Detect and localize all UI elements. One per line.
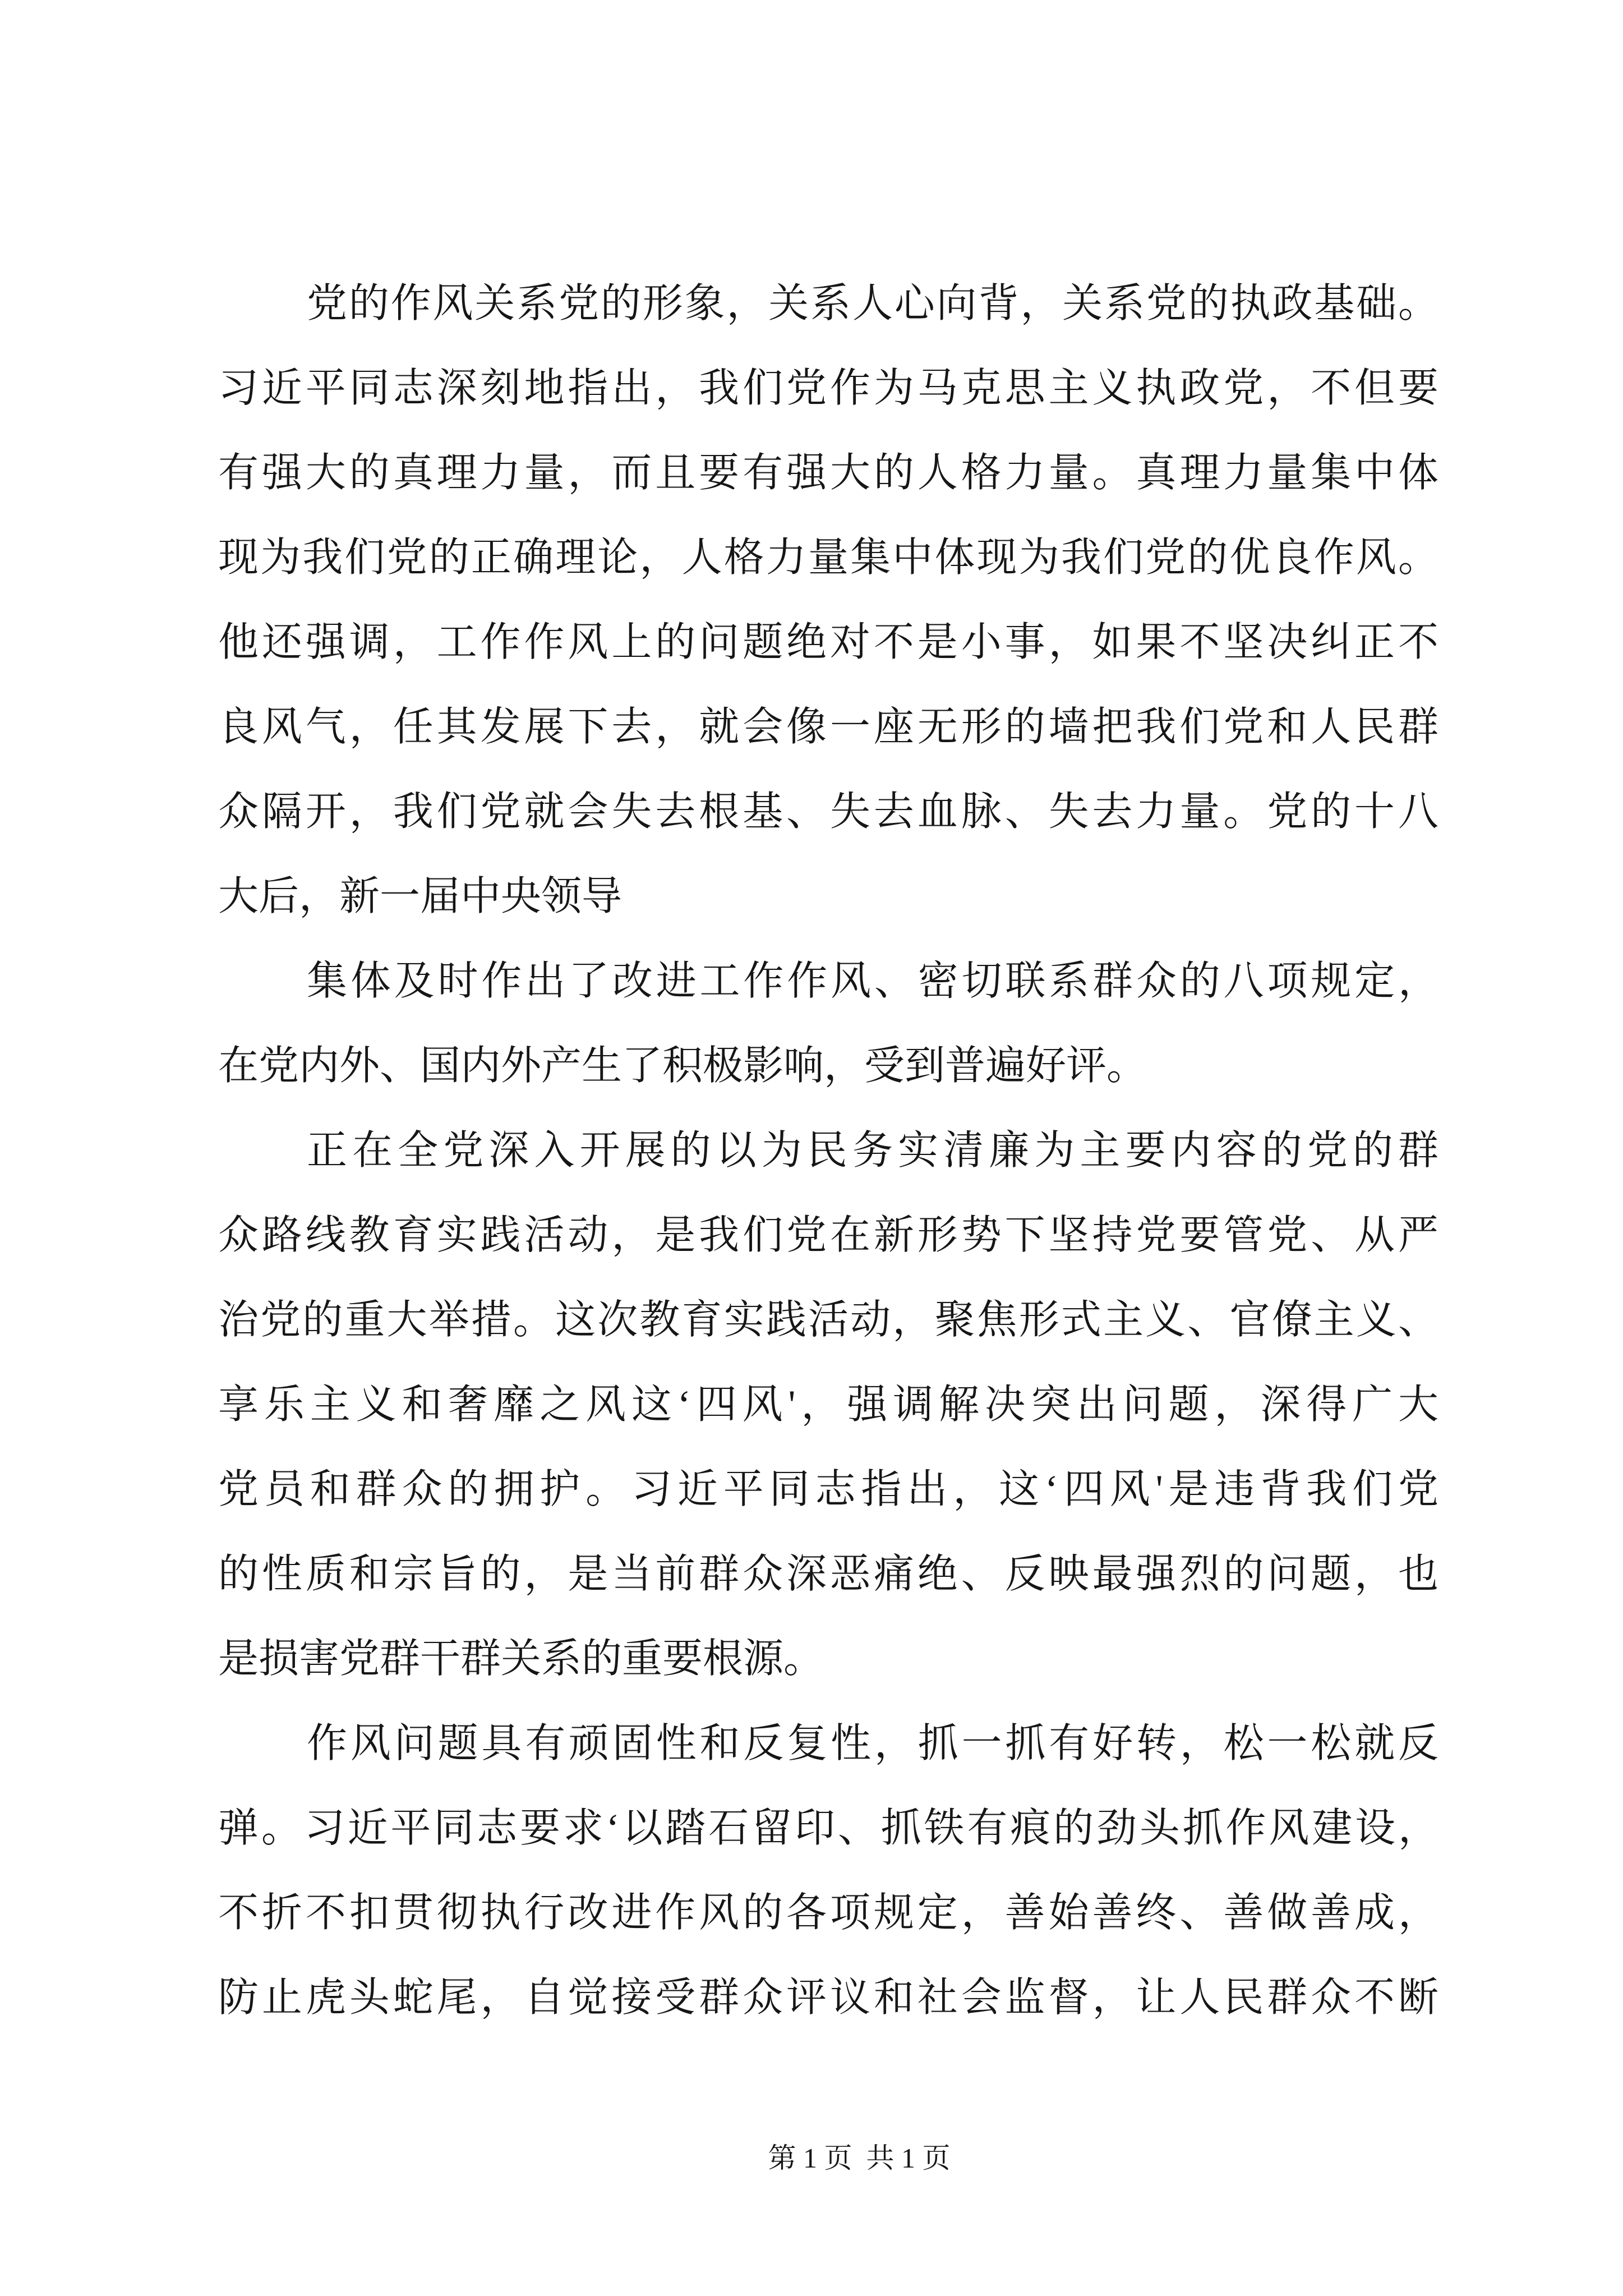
text-line: 不折不扣贯彻执行改进作风的各项规定，善始善终、善做善成， [218, 1890, 1438, 1935]
page-footer: 第 1 页 共 1 页 [768, 2142, 951, 2174]
text-line: 现为我们党的正确理论，人格力量集中体现为我们党的优良作风。 [218, 535, 1438, 580]
text-line: 他还强调，工作作风上的问题绝对不是小事，如果不坚决纠正不 [218, 620, 1438, 665]
text-line: 众隔开，我们党就会失去根基、失去血脉、失去力量。党的十八 [218, 789, 1438, 834]
text-line: 作风问题具有顽固性和反复性，抓一抓有好转，松一松就反 [307, 1721, 1438, 1766]
text-line: 良风气，任其发展下去，就会像一座无形的墙把我们党和人民群 [218, 705, 1438, 749]
text-line: 治党的重大举措。这次教育实践活动，聚焦形式主义、官僚主义、 [218, 1297, 1438, 1342]
text-line: 享乐主义和奢靡之风这‘四风'，强调解决突出问题，深得广大 [218, 1382, 1438, 1427]
paragraph-2 [218, 939, 1438, 1108]
text-line: 众路线教育实践活动，是我们党在新形势下坚持党要管党、从严 [218, 1213, 1438, 1258]
text-line: 是损害党群干群关系的重要根源。 [218, 1636, 824, 1681]
paragraph-3 [218, 1108, 1438, 1701]
text-line: 弹。习近平同志要求‘以踏石留印、抓铁有痕的劲头抓作风建设， [218, 1806, 1438, 1851]
text-line: 在党内外、国内外产生了积极影响，受到普遍好评。 [218, 1043, 1147, 1088]
text-line: 集体及时作出了改进工作作风、密切联系群众的八项规定， [307, 959, 1438, 1004]
text-line: 的性质和宗旨的，是当前群众深恶痛绝、反映最强烈的问题，也 [218, 1552, 1438, 1596]
text-line: 习近平同志深刻地指出，我们党作为马克思主义执政党，不但要 [218, 366, 1438, 411]
text-line: 党的作风关系党的形象，关系人心向背，关系党的执政基础。 [307, 281, 1438, 326]
text-line: 党员和群众的拥护。习近平同志指出，这‘四风'是违背我们党 [218, 1467, 1438, 1512]
text-line: 大后，新一届中央领导 [218, 874, 623, 919]
text-line: 有强大的真理力量，而且要有强大的人格力量。真理力量集中体 [218, 450, 1438, 495]
text-line: 正在全党深入开展的以为民务实清廉为主要内容的党的群 [307, 1128, 1438, 1173]
body-text [218, 261, 1438, 2040]
paragraph-1 [218, 261, 1438, 939]
paragraph-4 [218, 1701, 1438, 2040]
text-line: 防止虎头蛇尾，自觉接受群众评议和社会监督，让人民群众不断 [218, 1975, 1438, 2020]
